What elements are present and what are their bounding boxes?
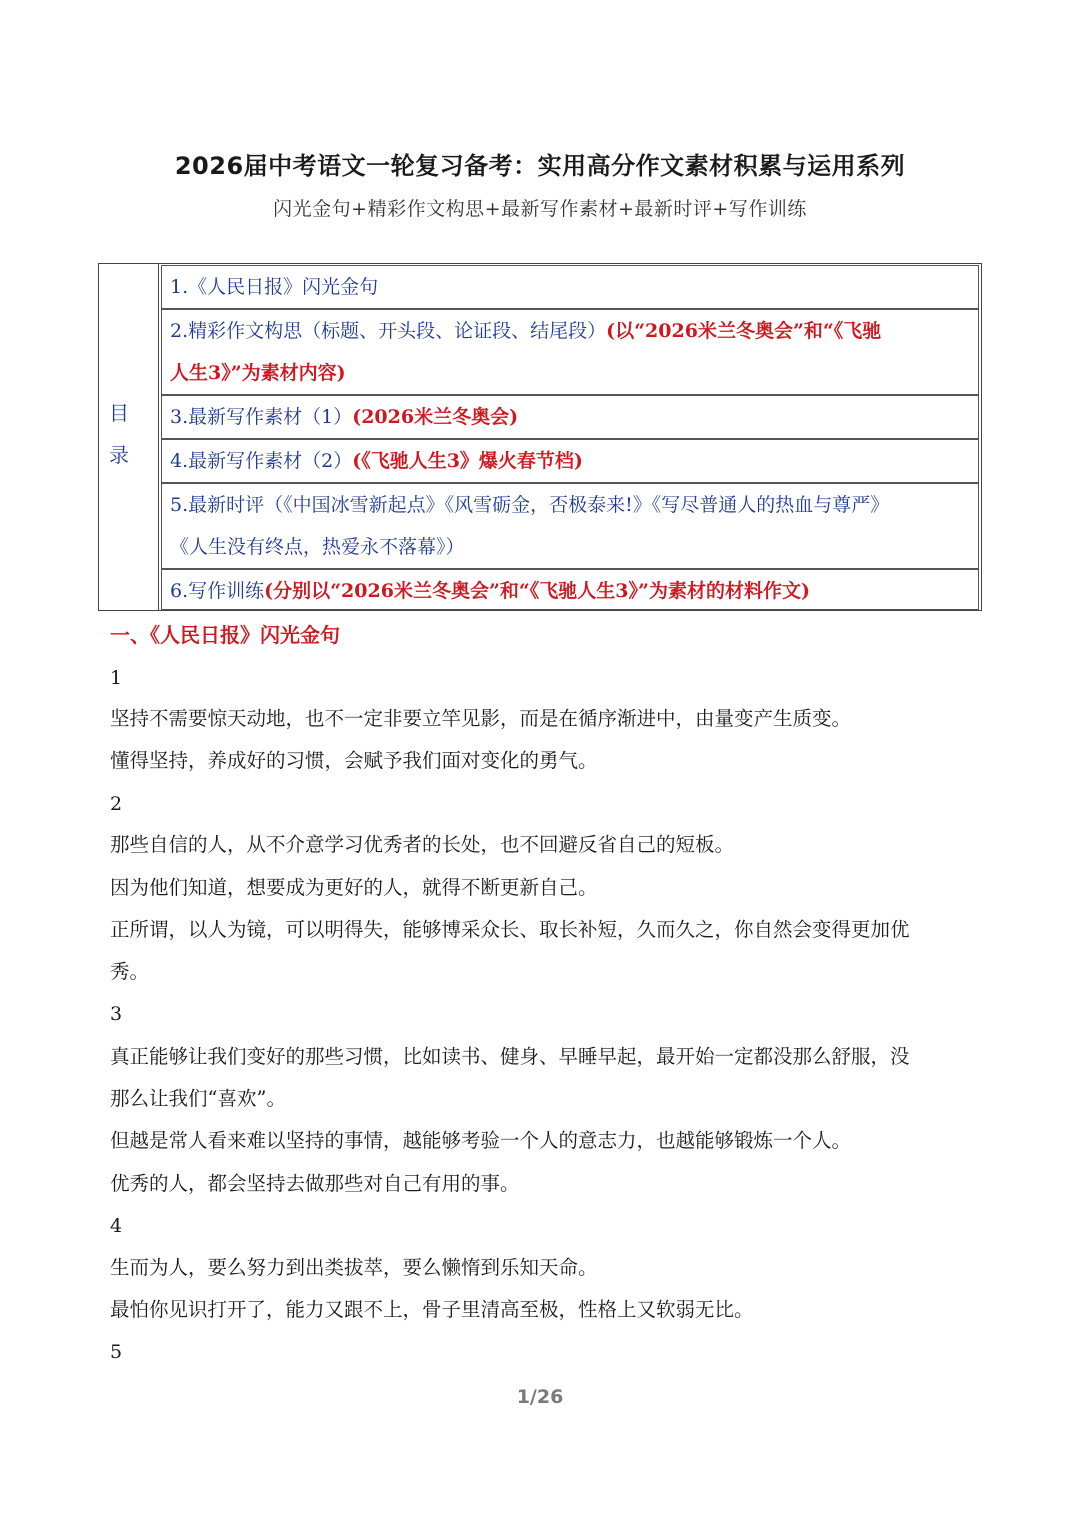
body-text-line: 那些自信的人，从不介意学习优秀者的长处，也不回避反省自己的短板。: [110, 833, 735, 856]
entry-number: 4: [110, 1215, 123, 1237]
page-indicator: 1/26: [516, 1386, 564, 1408]
toc-item-highlight: (《飞驰人生3》爆火春节档): [352, 450, 583, 472]
body-text-line: 生而为人，要么努力到出类拔萃，要么懒惰到乐知天命。: [110, 1256, 598, 1279]
body-text-line: 坚持不需要惊天动地，也不一定非要立竿见影，而是在循序渐进中，由量变产生质变。: [110, 707, 852, 730]
toc-label-cell: [99, 264, 159, 610]
body-text-line: 但越是常人看来难以坚持的事情，越能够考验一个人的意志力，也越能够锻炼一个人。: [110, 1129, 852, 1152]
body-text-line: 因为他们知道，想要成为更好的人，就得不断更新自己。: [110, 876, 598, 899]
toc-item[interactable]: [161, 395, 979, 439]
toc-item-highlight: 人生3》”为素材内容): [170, 362, 346, 384]
body-text-line: 优秀的人，都会坚持去做那些对自己有用的事。: [110, 1172, 520, 1195]
document-title: 2026届中考语文一轮复习备考：实用高分作文素材积累与运用系列: [174, 152, 906, 180]
toc-item-highlight: (分别以“2026米兰冬奥会”和“《飞驰人生3》”为素材的材料作文): [264, 580, 810, 602]
toc-item-text: 3.最新写作素材（1）: [170, 406, 353, 428]
entry-number: 1: [110, 667, 123, 689]
toc-label: 目录: [109, 401, 129, 467]
body-text-line: 最怕你见识打开了，能力又跟不上，骨子里清高至极，性格上又软弱无比。: [110, 1298, 754, 1321]
toc-item-text: 1.《人民日报》闪光金句: [170, 276, 379, 298]
toc-item-text: 4.最新写作素材（2）: [170, 450, 353, 472]
entry-number: 5: [110, 1341, 123, 1363]
table-of-contents: [98, 263, 982, 611]
toc-item[interactable]: [161, 439, 979, 483]
toc-item[interactable]: [161, 569, 979, 610]
body-text-line: 正所谓，以人为镜，可以明得失，能够博采众长、取长补短，久而久之，你自然会变得更加优: [110, 918, 910, 941]
toc-item-highlight: (以“2026米兰冬奥会”和“《飞驰: [606, 320, 882, 342]
toc-item[interactable]: [161, 483, 979, 569]
section-heading: 一、《人民日报》闪光金句: [110, 623, 340, 647]
toc-item-text: 5.最新时评（《中国冰雪新起点》《风雪砺金，否极泰来!》《写尽普通人的热血与尊严》: [170, 494, 890, 516]
body-text-line: 真正能够让我们变好的那些习惯，比如读书、健身、早睡早起，最开始一定都没那么舒服，没: [110, 1045, 910, 1068]
body-text-line: 懂得坚持，养成好的习惯，会赋予我们面对变化的勇气。: [110, 749, 598, 772]
toc-item-text: 2.精彩作文构思（标题、开头段、论证段、结尾段）: [170, 320, 607, 342]
toc-item-text: 6.写作训练: [170, 580, 265, 602]
body-text-line: 秀。: [110, 960, 150, 983]
toc-item[interactable]: [161, 265, 979, 309]
toc-item-highlight: (2026米兰冬奥会): [352, 406, 519, 428]
toc-item-text: 《人生没有终点，热爱永不落幕》）: [170, 536, 465, 558]
entry-number: 3: [110, 1003, 123, 1025]
entry-number: 2: [110, 793, 123, 815]
toc-item[interactable]: [161, 309, 979, 395]
document-subtitle: 闪光金句+精彩作文构思+最新写作素材+最新时评+写作训练: [273, 198, 807, 220]
body-text-line: 那么让我们“喜欢”。: [110, 1087, 286, 1110]
